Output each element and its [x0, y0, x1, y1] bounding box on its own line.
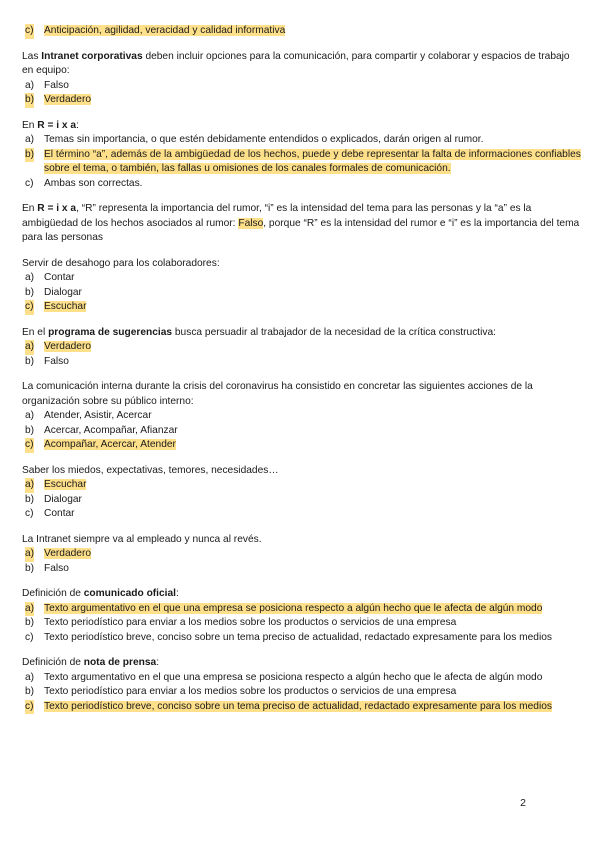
- option-letter: b): [25, 562, 35, 574]
- question-text-part: Definición de: [22, 588, 84, 599]
- option-text: Escuchar: [44, 301, 87, 312]
- answer-option-selected: [22, 300, 582, 315]
- question-text: [22, 656, 582, 671]
- question-text-part: Las: [22, 50, 42, 62]
- question-text-part: Servir de desahogo para los colaboradores:: [22, 257, 220, 269]
- question-text: [22, 119, 582, 134]
- option-text: Contar: [44, 272, 75, 283]
- answer-option: [22, 79, 582, 94]
- answer-option-selected: [22, 547, 582, 562]
- question-text-part: Saber los miedos, expectativas, temores, necesidades…: [22, 464, 279, 476]
- question-block: [22, 656, 582, 714]
- answer-option: [22, 286, 582, 301]
- option-text: El término “a”, además de la ambigüedad de los hechos, puede y debe representar la falta de informaciones confiables sobre el tema, o también, las fallas u omisiones de los canales formales de comunicación.: [44, 148, 581, 174]
- question-text: [22, 587, 582, 602]
- question-text-part: :: [76, 119, 79, 131]
- question-text: [22, 50, 582, 79]
- statement-keyword: R = i x a: [37, 203, 77, 214]
- question-block: [22, 533, 582, 577]
- answer-option: [22, 409, 582, 424]
- option-text: Texto periodístico breve, conciso sobre un tema preciso de actualidad, redactado expresamente para los medios: [44, 700, 552, 712]
- answer-option: [22, 671, 582, 686]
- option-text: Ambas son correctas.: [44, 177, 143, 189]
- question-text: [22, 533, 582, 548]
- option-text: Acercar, Acompañar, Afianzar: [44, 424, 178, 436]
- question-block: [22, 24, 582, 39]
- option-letter: c): [25, 631, 34, 643]
- question-text: [22, 326, 582, 341]
- question-block: [22, 464, 582, 522]
- option-letter: a): [25, 478, 34, 493]
- quiz-page: [22, 24, 582, 725]
- option-letter: b): [25, 493, 35, 505]
- answer-option: [22, 424, 582, 439]
- statement-part: En: [22, 203, 38, 214]
- question-text-part: deben incluir opciones para la comunicación, para compartir y colaborar y espacios de trabajo en equipo:: [22, 50, 570, 76]
- answer-option: [22, 685, 582, 700]
- option-text: Anticipación, agilidad, veracidad y calidad informativa: [44, 25, 286, 36]
- answer-option-selected: [22, 24, 582, 39]
- option-text: Verdadero: [44, 341, 92, 352]
- answer-option-selected: [22, 340, 582, 355]
- answer-option: [22, 177, 582, 192]
- question-keyword: nota de prensa: [83, 657, 157, 668]
- option-letter: a): [25, 671, 35, 683]
- question-text-part: La Intranet siempre va al empleado y nunca al revés.: [22, 533, 262, 545]
- question-block: [22, 380, 582, 453]
- statement-text: [22, 202, 582, 246]
- option-text: Falso: [44, 355, 69, 367]
- option-text: Dialogar: [44, 493, 82, 505]
- question-keyword: R = i x a: [37, 119, 77, 131]
- question-keyword: comunicado oficial: [83, 588, 177, 599]
- answer-option: [22, 493, 582, 508]
- option-letter: c): [25, 300, 34, 315]
- question-text-part: La comunicación interna durante la crisis del coronavirus ha consistido en concretar las siguientes acciones de la organización sobre su público interno:: [22, 381, 533, 407]
- option-text: Falso: [44, 79, 69, 91]
- option-letter: b): [25, 286, 35, 298]
- option-letter: b): [25, 148, 34, 163]
- statement-part: , porque “R” es la intensidad del rumor e “i” es la importancia del tema para las personas: [22, 217, 580, 243]
- option-text: Atender, Asistir, Acercar: [44, 410, 152, 421]
- question-text: [22, 380, 582, 409]
- option-text: Dialogar: [44, 286, 82, 298]
- question-block: [22, 587, 582, 645]
- highlighted-answer: Falso: [238, 217, 264, 229]
- answer-option: [22, 507, 582, 522]
- answer-option: [22, 133, 582, 148]
- question-text-part: :: [156, 657, 160, 668]
- option-letter: b): [25, 686, 35, 697]
- question-text-part: Definición de: [22, 657, 84, 668]
- option-text: Verdadero: [44, 548, 92, 559]
- option-letter: b): [25, 424, 35, 436]
- option-text: Texto argumentativo en el que una empresa se posiciona respecto a algún hecho que le afecta de algún modo: [44, 602, 543, 614]
- page-number: 2: [520, 797, 526, 809]
- option-letter: c): [25, 700, 34, 715]
- question-block: [22, 326, 582, 370]
- question-text-part: :: [176, 588, 179, 599]
- option-letter: c): [25, 177, 34, 189]
- option-text: Falso: [44, 562, 69, 574]
- option-letter: a): [25, 340, 34, 355]
- option-letter: c): [25, 508, 34, 519]
- option-letter: a): [25, 410, 35, 421]
- option-letter: c): [25, 24, 34, 39]
- question-text-part: En: [22, 119, 38, 131]
- option-letter: a): [25, 79, 35, 91]
- answer-option-selected: [22, 478, 582, 493]
- question-text: [22, 464, 582, 479]
- question-block: [22, 50, 582, 108]
- question-block: [22, 257, 582, 315]
- option-letter: a): [25, 547, 34, 562]
- answer-option-selected: [22, 438, 582, 453]
- option-letter: b): [25, 355, 35, 367]
- question-block: [22, 202, 582, 246]
- answer-option: [22, 631, 582, 646]
- answer-option: [22, 355, 582, 370]
- answer-option-selected: [22, 602, 582, 617]
- option-letter: a): [25, 134, 35, 145]
- option-letter: b): [25, 93, 34, 108]
- option-letter: c): [25, 438, 34, 453]
- option-letter: b): [25, 617, 35, 628]
- statement-part: , “R” representa la importancia del rumor, “i” es la intensidad del tema para las personas y la “a” es la ambigüedad de los hechos asociados al rumor:: [22, 203, 532, 229]
- option-text: Acompañar, Acercar, Atender: [44, 439, 176, 450]
- option-letter: a): [25, 602, 34, 617]
- answer-option-selected: [22, 93, 582, 108]
- question-text-part: busca persuadir al trabajador de la necesidad de la crítica constructiva:: [172, 326, 496, 338]
- option-text: Escuchar: [44, 479, 87, 490]
- option-text: Contar: [44, 508, 75, 519]
- option-text: Texto argumentativo en el que una empresa se posiciona respecto a algún hecho que le afecta de algún modo: [44, 671, 543, 683]
- answer-option: [22, 271, 582, 286]
- option-text: Texto periodístico para enviar a los medios sobre los productos o servicios de una empresa: [44, 617, 457, 628]
- option-text: Temas sin importancia, o que estén debidamente entendidos o explicados, darán origen al rumor.: [44, 134, 484, 145]
- option-text: Texto periodístico breve, conciso sobre un tema preciso de actualidad, redactado expresamente para los medios: [44, 631, 552, 643]
- question-block: [22, 119, 582, 192]
- answer-option: [22, 616, 582, 631]
- question-text-part: En el: [22, 326, 49, 338]
- option-text: Texto periodístico para enviar a los medios sobre los productos o servicios de una empresa: [44, 686, 457, 697]
- question-text: [22, 257, 582, 272]
- option-text: Verdadero: [44, 94, 92, 105]
- option-letter: a): [25, 272, 35, 283]
- answer-option-selected: [22, 700, 582, 715]
- answer-option: [22, 562, 582, 577]
- answer-option-selected: [22, 148, 582, 177]
- question-keyword: Intranet corporativas: [41, 50, 143, 62]
- question-keyword: programa de sugerencias: [48, 326, 173, 338]
